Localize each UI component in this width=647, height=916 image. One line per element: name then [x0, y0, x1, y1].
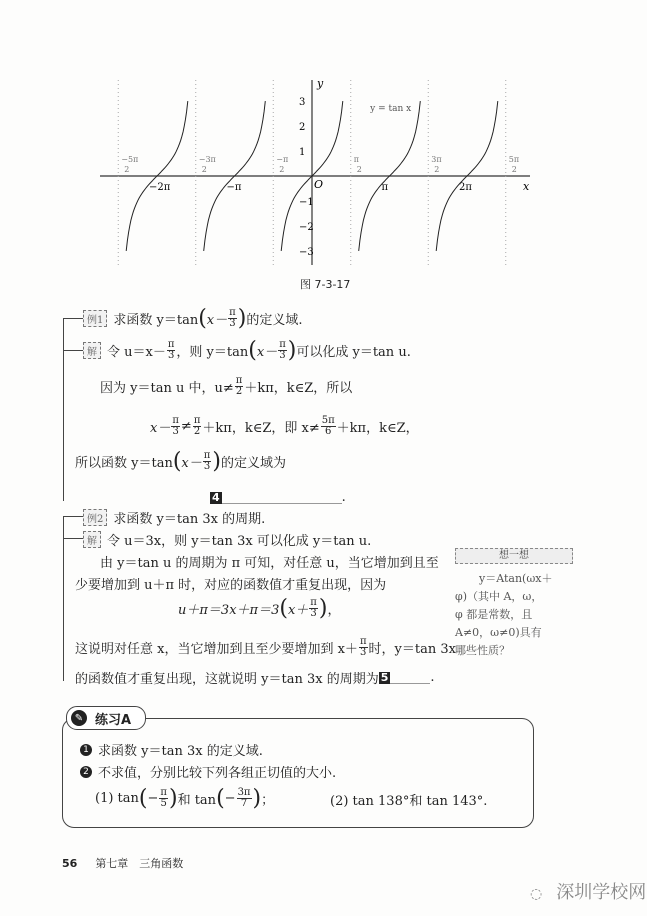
fraction: [167, 340, 176, 361]
asymptote-label: 2: [124, 165, 130, 174]
text: x＋: [287, 603, 309, 618]
text: 所以函数 y＝tan: [75, 456, 173, 471]
figure-caption: 图 7-3-17: [300, 278, 351, 291]
watermark: [530, 878, 646, 904]
text: ＋kπ，k∈Z，: [336, 421, 419, 436]
asymptote-label: 3π: [431, 155, 442, 164]
fraction: [203, 451, 212, 472]
practice-tab: [66, 706, 146, 730]
y-tick-label: −1: [299, 197, 314, 208]
x-tick-label: −π: [226, 182, 242, 193]
text: x－: [181, 456, 202, 471]
asymptote-label: 5π: [508, 155, 520, 164]
example1-solution-line4: 所以函数 y＝tan ( x－ $\frac{\pi}{3}$ ) 的定义域为: [75, 448, 286, 474]
text: x－: [150, 421, 171, 436]
den: 2: [193, 426, 201, 437]
example2-equation: u＋π＝3x＋π＝3 ( x＋ $\frac{\pi}{3}$ ) ，: [178, 595, 341, 621]
wechat-icon: ◌: [530, 886, 543, 902]
answer-blank-4[interactable]: [210, 490, 346, 505]
asymptote-label: 2: [434, 165, 440, 174]
practice-q2: [80, 762, 336, 781]
asymptote-label: 2: [356, 165, 362, 174]
x-tick-label: π: [381, 182, 389, 193]
blank-line[interactable]: [222, 491, 342, 504]
example2-solution-line1: [83, 530, 371, 549]
asymptote-label: π: [353, 155, 360, 164]
y-tick-label: 2: [299, 122, 306, 133]
text: 求函数 y＝tan 3x 的定义域.: [98, 744, 263, 759]
example1-label: 例1: [83, 310, 107, 327]
text: .: [341, 490, 346, 505]
example1-solution-line1: 解 令 u＝x－ $\frac{\pi}{3}$ ，则 y＝tan ( x－ $\frac{\pi}{3}$ ) 可以化成 y＝tan u.: [83, 340, 411, 361]
y-tick-label: −3: [299, 247, 314, 258]
text: 令 u＝3x，则 y＝tan 3x 可以化成 y＝tan u.: [107, 534, 372, 549]
blank-number: 4: [212, 490, 220, 504]
fraction: [228, 308, 237, 329]
sidebar-line: 哪些性质？: [455, 644, 510, 657]
den: 3: [172, 426, 179, 437]
num: π: [279, 339, 286, 350]
practice-title: 练习A: [95, 712, 132, 728]
watermark-text: 深圳学校网: [556, 882, 647, 903]
den: 3: [229, 318, 236, 329]
fraction: [237, 788, 252, 809]
num: π: [203, 450, 211, 461]
example2-question: [83, 508, 265, 527]
solution-label: 解: [83, 531, 101, 548]
fraction: [193, 416, 202, 437]
blank-number: 5: [380, 670, 389, 684]
asymptote-label: −5π: [121, 155, 139, 164]
fraction: [359, 637, 368, 658]
fraction: [309, 598, 318, 619]
fraction: [278, 340, 287, 361]
num: π: [167, 339, 175, 350]
x-tick-label: 2π: [459, 182, 472, 193]
text: (1) tan: [95, 791, 139, 806]
text: x－: [206, 313, 228, 328]
blank-line[interactable]: [390, 671, 430, 684]
num: π: [160, 787, 167, 798]
bracket-line: [63, 318, 64, 501]
example2-label: 例2: [83, 509, 107, 526]
text: 和 tan: [177, 793, 217, 808]
text: ；: [261, 793, 275, 808]
bracket-tick: [63, 538, 83, 539]
bracket-line: [63, 516, 64, 681]
bracket-tick: [63, 516, 83, 517]
num: π: [193, 415, 201, 426]
text: ＋kπ，k∈Z，所以: [244, 381, 353, 396]
asymptote-label: −π: [276, 155, 289, 164]
den: 6: [325, 426, 332, 437]
num: π: [310, 597, 317, 608]
num: π: [229, 307, 236, 318]
text: 求函数 y＝tan 3x 的周期.: [113, 512, 266, 527]
den: 3: [279, 350, 286, 361]
example1-solution-line2: [100, 376, 352, 397]
text: 可以化成 y＝tan u.: [296, 345, 411, 360]
sidebar-line: φ 都是常数，且: [455, 608, 533, 621]
num: π: [359, 636, 367, 647]
text: u＋π＝3x＋π＝3: [178, 603, 280, 618]
asymptote-label: 2: [201, 165, 207, 174]
den: 5: [160, 798, 167, 809]
fraction: [321, 416, 336, 437]
x-axis-label: x: [523, 180, 530, 193]
asymptote-label: −3π: [198, 155, 216, 164]
den: 3: [203, 461, 211, 472]
example2-solution-line3: 少要增加到 u＋π 时，对应的函数值才重复出现，因为: [75, 578, 387, 593]
footer: [62, 855, 183, 871]
chapter-title: 第七章 三角函数: [95, 857, 184, 870]
example1-solution-line3: [150, 416, 419, 437]
pencil-icon: ✎: [71, 710, 87, 726]
tan-graph: [95, 75, 535, 270]
sidebar-line: A≠0，ω≠0)具有: [455, 626, 542, 639]
y-axis-label: y: [317, 77, 324, 90]
fraction: [159, 788, 168, 809]
number-badge: 1: [80, 744, 92, 756]
function-label: y = tan x: [370, 104, 412, 114]
text: 求函数 y＝tan: [113, 313, 199, 328]
sidebar-line: y＝Atan(ωx＋: [479, 572, 553, 585]
example1-question: 例1 求函数 y＝tan ( x－ $\frac{\pi}{3}$ ) 的定义域.: [83, 308, 302, 329]
text: ，则 y＝tan: [176, 345, 249, 360]
example2-solution-line2: 由 y＝tan u 的周期为 π 可知，对任意 u，当它增加到且至: [100, 556, 439, 571]
den: 2: [235, 386, 243, 397]
example2-solution-line5: [75, 637, 456, 658]
text: 因为 y＝tan u 中，u≠: [100, 381, 234, 396]
x-tick-label: −2π: [149, 182, 171, 193]
text: 令 u＝x－: [107, 345, 166, 360]
num: 5π: [321, 415, 335, 426]
den: 7: [240, 798, 248, 809]
think-sidebar: [455, 548, 573, 660]
fraction: [171, 416, 180, 437]
text: ＋kπ，k∈Z，即 x≠: [202, 421, 320, 436]
y-tick-label: 3: [299, 97, 306, 108]
text: 这说明对任意 x，当它增加到且至少要增加到 x＋: [75, 642, 358, 657]
text: x－: [256, 345, 278, 360]
y-tick-label: −2: [299, 222, 314, 233]
solution-label: 解: [83, 342, 101, 359]
asymptote-label: 2: [279, 165, 285, 174]
text: 的定义域为: [220, 456, 286, 471]
num: π: [172, 415, 179, 426]
page-number: 56: [62, 856, 78, 870]
asymptote-label: 2: [511, 165, 517, 174]
practice-q1: [80, 740, 263, 759]
den: 3: [310, 608, 317, 619]
num: 3π: [237, 787, 251, 798]
number-badge: 2: [80, 766, 92, 778]
den: 3: [360, 647, 367, 658]
bracket-tick: [63, 350, 83, 351]
text: 时，y＝tan 3x: [368, 642, 456, 657]
fraction: [235, 376, 244, 397]
num: π: [235, 375, 243, 386]
practice-q2-part1: (1) tan ( − $\frac{\pi}{5}$ ) 和 tan ( − $\frac{3\pi}{7}$ ) ；: [95, 785, 275, 811]
bracket-tick: [63, 318, 83, 319]
text: 不求值，分别比较下列各组正切值的大小.: [98, 766, 337, 781]
origin-label: O: [314, 178, 324, 191]
text: .: [430, 670, 435, 685]
text: ≠: [180, 419, 192, 434]
text: 的函数值才重复出现，这就说明 y＝tan 3x 的周期为: [75, 672, 379, 687]
sidebar-title: 想一想: [455, 548, 573, 564]
practice-q2-part2: (2) tan 138°和 tan 143°.: [330, 794, 488, 809]
sidebar-line: φ)（其中 A，ω，: [455, 590, 543, 603]
text: ，: [327, 603, 341, 618]
den: 3: [167, 350, 175, 361]
y-tick-label: 1: [299, 147, 306, 158]
text: 的定义域.: [246, 313, 303, 328]
example2-solution-line6: [75, 668, 435, 687]
